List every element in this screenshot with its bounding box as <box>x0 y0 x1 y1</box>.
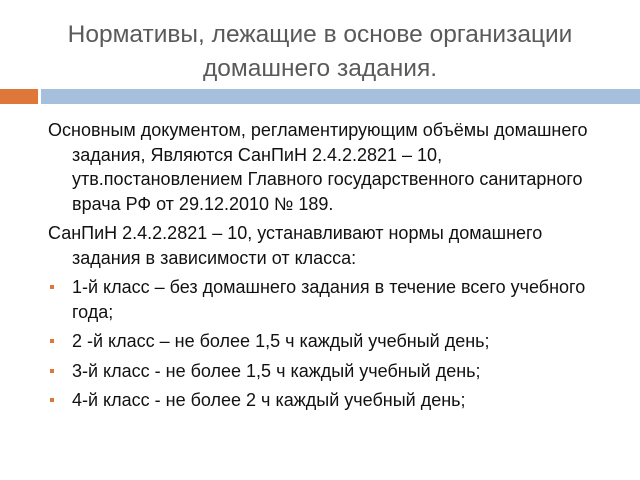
title-divider-bar <box>41 89 640 104</box>
list-item-text: 2 -й класс – не более 1,5 ч каждый учебный день; <box>72 331 490 351</box>
list-item-text: 1-й класс – без домашнего задания в течение всего учебного года; <box>72 277 586 322</box>
list-item-grade-4 <box>48 388 608 413</box>
slide-title: Нормативы, лежащие в основе организации домашнего задания. <box>67 21 573 82</box>
square-bullet-icon <box>50 398 54 402</box>
list-item-text: 4-й класс - не более 2 ч каждый учебный день; <box>72 390 466 410</box>
square-bullet-icon <box>50 285 54 289</box>
title-divider-accent <box>0 89 38 104</box>
list-item-text: 3-й класс - не более 1,5 ч каждый учебный день; <box>72 360 481 381</box>
paragraph-sanpin-document: Основным документом, регламентирующим объёмы домашнего задания, Являются СанПиН 2.4.2.2821 – 10, утв.постановлением Главного государственного санитарного врача РФ от 29.12.2010 № 189. <box>48 120 588 214</box>
square-bullet-icon <box>50 339 54 343</box>
list-item-grade-3 <box>48 359 608 384</box>
list-item-grade-2 <box>48 329 608 354</box>
list-item-grade-1 <box>48 275 608 324</box>
slide-body <box>48 118 608 418</box>
paragraph-sanpin-norms: СанПиН 2.4.2.2821 – 10, устанавливают нормы домашнего задания в зависимости от класса: <box>48 223 543 268</box>
homework-norms-list <box>48 275 608 413</box>
square-bullet-icon <box>50 369 54 373</box>
